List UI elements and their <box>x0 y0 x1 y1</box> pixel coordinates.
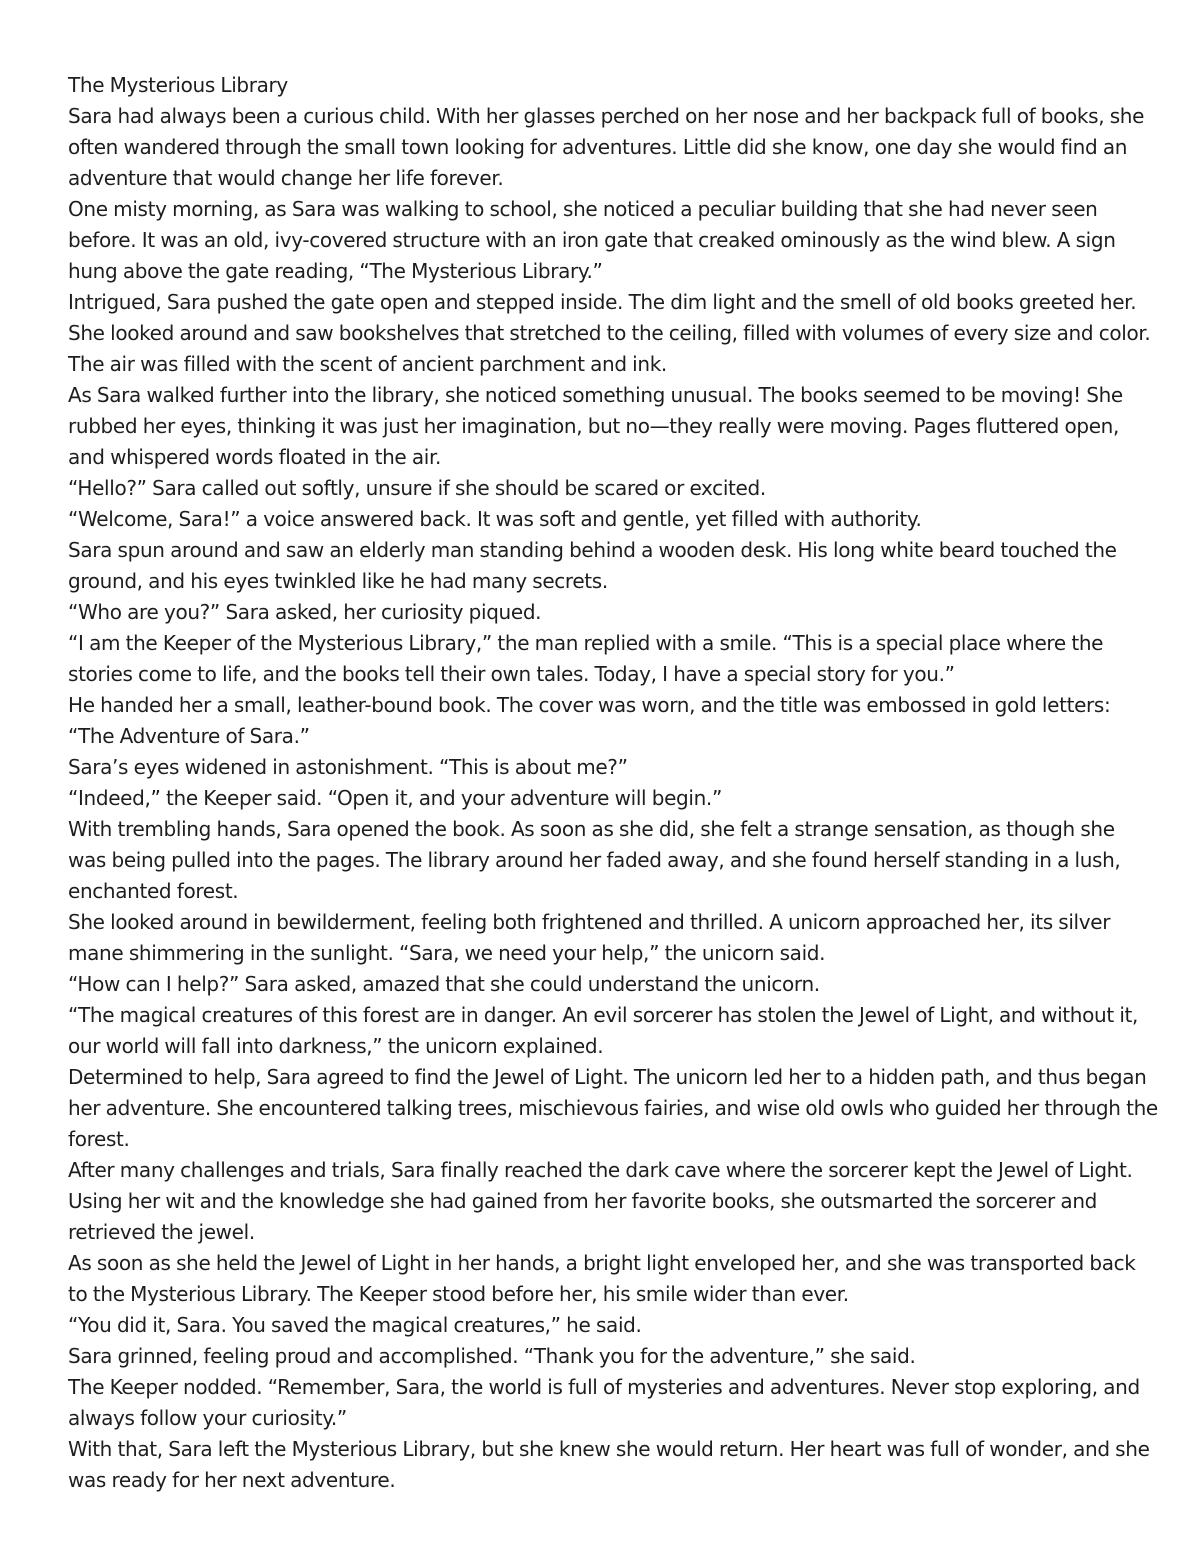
paragraph-1: Sara had always been a curious child. With her glasses perched on her nose and her backpack full of books, she often wandered through the small town looking for adventures. Little did she know, one day she would find an adventure that would change her life forever. <box>68 104 1145 190</box>
paragraph-10: He handed her a small, leather-bound book. The cover was worn, and the title was embossed in gold letters: “The Adventure of Sara.” <box>68 693 1111 748</box>
document-title: The Mysterious Library <box>68 73 288 97</box>
paragraph-21: Sara grinned, feeling proud and accomplished. “Thank you for the adventure,” she said. <box>68 1344 916 1368</box>
paragraph-7: Sara spun around and saw an elderly man standing behind a wooden desk. His long white beard touched the ground, and his eyes twinkled like he had many secrets. <box>68 538 1117 593</box>
paragraph-17: Determined to help, Sara agreed to find the Jewel of Light. The unicorn led her to a hidden path, and thus began her adventure. She encountered talking trees, mischievous fairies, and wise old owls who guided her through the forest. <box>68 1065 1158 1151</box>
paragraph-2: One misty morning, as Sara was walking to school, she noticed a peculiar building that she had never seen before. It was an old, ivy-covered structure with an iron gate that creaked ominously as the wind blew. A sign hung above the gate reading, “The Mysterious Library.” <box>68 197 1116 283</box>
paragraph-22: The Keeper nodded. “Remember, Sara, the world is full of mysteries and adventures. Never stop exploring, and always follow your curiosity.” <box>68 1375 1140 1430</box>
paragraph-23: With that, Sara left the Mysterious Library, but she knew she would return. Her heart was full of wonder, and she was ready for her next adventure. <box>68 1437 1150 1492</box>
paragraph-8: “Who are you?” Sara asked, her curiosity piqued. <box>68 600 542 624</box>
paragraph-5: “Hello?” Sara called out softly, unsure if she should be scared or excited. <box>68 476 766 500</box>
paragraph-18: After many challenges and trials, Sara finally reached the dark cave where the sorcerer kept the Jewel of Light. Using her wit and the knowledge she had gained from her favorite books, she outsmarted the sorcerer and retrieved the jewel. <box>68 1158 1133 1244</box>
paragraph-13: With trembling hands, Sara opened the book. As soon as she did, she felt a strange sensation, as though she was being pulled into the pages. The library around her faded away, and she found herself standing in a lush, enchanted forest. <box>68 817 1121 903</box>
paragraph-16: “The magical creatures of this forest are in danger. An evil sorcerer has stolen the Jewel of Light, and without it, our world will fall into darkness,” the unicorn explained. <box>68 1003 1139 1058</box>
paragraph-14: She looked around in bewilderment, feeling both frightened and thrilled. A unicorn approached her, its silver mane shimmering in the sunlight. “Sara, we need your help,” the unicorn said. <box>68 910 1111 965</box>
paragraph-15: “How can I help?” Sara asked, amazed that she could understand the unicorn. <box>68 972 820 996</box>
paragraph-20: “You did it, Sara. You saved the magical creatures,” he said. <box>68 1313 642 1337</box>
paragraph-11: Sara’s eyes widened in astonishment. “This is about me?” <box>68 755 628 779</box>
paragraph-12: “Indeed,” the Keeper said. “Open it, and your adventure will begin.” <box>68 786 722 810</box>
paragraph-9: “I am the Keeper of the Mysterious Library,” the man replied with a smile. “This is a special place where the stories come to life, and the books tell their own tales. Today, I have a special story for you.” <box>68 631 1104 686</box>
document-page <box>68 70 1158 1496</box>
paragraph-6: “Welcome, Sara!” a voice answered back. It was soft and gentle, yet filled with authority. <box>68 507 922 531</box>
paragraph-19: As soon as she held the Jewel of Light in her hands, a bright light enveloped her, and she was transported back to the Mysterious Library. The Keeper stood before her, his smile wider than ever. <box>68 1251 1136 1306</box>
paragraph-4: As Sara walked further into the library, she noticed something unusual. The books seemed to be moving! She rubbed her eyes, thinking it was just her imagination, but no—they really were moving. Pages fluttered open, and whispered words floated in the air. <box>68 383 1123 469</box>
paragraph-3: Intrigued, Sara pushed the gate open and stepped inside. The dim light and the smell of old books greeted her. She looked around and saw bookshelves that stretched to the ceiling, filled with volumes of every size and color. The air was filled with the scent of ancient parchment and ink. <box>68 290 1151 376</box>
